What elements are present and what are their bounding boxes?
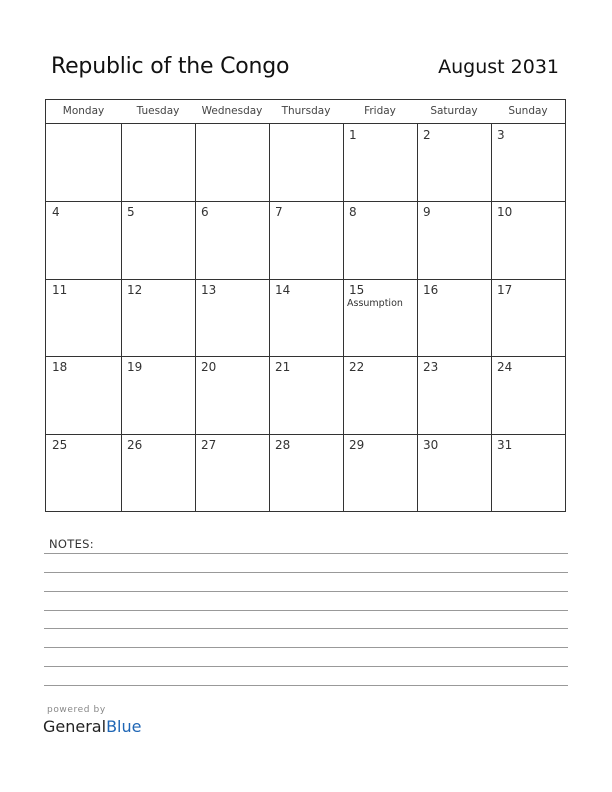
day-cell [417, 435, 491, 511]
calendar-grid [45, 99, 566, 512]
day-number: 14 [275, 283, 291, 297]
day-cell [491, 125, 565, 201]
day-number: 15 [349, 283, 365, 297]
day-cell [417, 280, 491, 356]
weekday-wednesday: Wednesday [201, 105, 263, 117]
brand-logo [43, 717, 141, 736]
powered-by-label: powered by [47, 705, 106, 715]
day-number: 20 [201, 360, 217, 374]
day-number: 4 [52, 205, 60, 219]
day-cell [491, 357, 565, 433]
day-number: 26 [127, 438, 143, 452]
day-number: 12 [127, 283, 143, 297]
weekday-header-row [46, 100, 565, 124]
day-number: 28 [275, 438, 291, 452]
day-cell [269, 125, 343, 201]
day-number: 31 [497, 438, 513, 452]
day-number: 1 [349, 128, 357, 142]
day-cell [269, 280, 343, 356]
note-line [44, 666, 568, 667]
day-cell [195, 202, 269, 278]
day-cell [491, 280, 565, 356]
weekday-tuesday: Tuesday [136, 105, 180, 117]
page-title: Republic of the Congo [51, 54, 290, 79]
note-line [44, 628, 568, 629]
day-cell [195, 357, 269, 433]
note-line [44, 553, 568, 554]
day-number: 3 [497, 128, 505, 142]
day-cell [343, 357, 417, 433]
day-cell [121, 435, 195, 511]
note-line [44, 647, 568, 648]
holiday-label: Assumption [347, 298, 403, 309]
month-label: August 2031 [438, 56, 559, 78]
day-cell [195, 435, 269, 511]
day-number: 24 [497, 360, 513, 374]
day-number: 6 [201, 205, 209, 219]
day-number: 2 [423, 128, 431, 142]
brand-blue-text: Blue [106, 717, 142, 736]
day-cell [343, 125, 417, 201]
day-cell [195, 280, 269, 356]
day-cell [46, 280, 120, 356]
day-cell [121, 125, 195, 201]
day-cell [46, 435, 120, 511]
day-number: 23 [423, 360, 439, 374]
brand-general-text: General [43, 717, 107, 736]
day-cell [121, 357, 195, 433]
weekday-friday: Friday [364, 105, 396, 117]
day-number: 7 [275, 205, 283, 219]
day-cell [343, 202, 417, 278]
day-cell [269, 357, 343, 433]
weekday-thursday: Thursday [281, 105, 331, 117]
note-line [44, 591, 568, 592]
weekday-monday: Monday [62, 105, 105, 117]
day-cell [269, 435, 343, 511]
day-number: 13 [201, 283, 217, 297]
day-number: 11 [52, 283, 68, 297]
day-cell [491, 202, 565, 278]
day-number: 17 [497, 283, 513, 297]
day-number: 16 [423, 283, 439, 297]
day-number: 29 [349, 438, 365, 452]
day-cell [46, 357, 120, 433]
weekday-saturday: Saturday [430, 105, 478, 117]
day-number: 21 [275, 360, 291, 374]
day-cell [121, 280, 195, 356]
note-line [44, 572, 568, 573]
day-number: 19 [127, 360, 143, 374]
day-cell [417, 125, 491, 201]
day-cell [417, 357, 491, 433]
day-cell [121, 202, 195, 278]
day-cell [46, 125, 120, 201]
note-line [44, 685, 568, 686]
day-number: 5 [127, 205, 135, 219]
notes-label: NOTES: [49, 537, 94, 551]
day-cell [343, 280, 417, 356]
day-number: 10 [497, 205, 513, 219]
day-cell [417, 202, 491, 278]
day-number: 18 [52, 360, 68, 374]
day-cell [269, 202, 343, 278]
note-line [44, 610, 568, 611]
day-number: 30 [423, 438, 439, 452]
day-number: 8 [349, 205, 357, 219]
day-number: 27 [201, 438, 217, 452]
day-cell [491, 435, 565, 511]
day-number: 25 [52, 438, 68, 452]
day-cell [195, 125, 269, 201]
day-cell [46, 202, 120, 278]
day-cell [343, 435, 417, 511]
day-number: 22 [349, 360, 365, 374]
day-number: 9 [423, 205, 431, 219]
weekday-sunday: Sunday [508, 105, 548, 117]
